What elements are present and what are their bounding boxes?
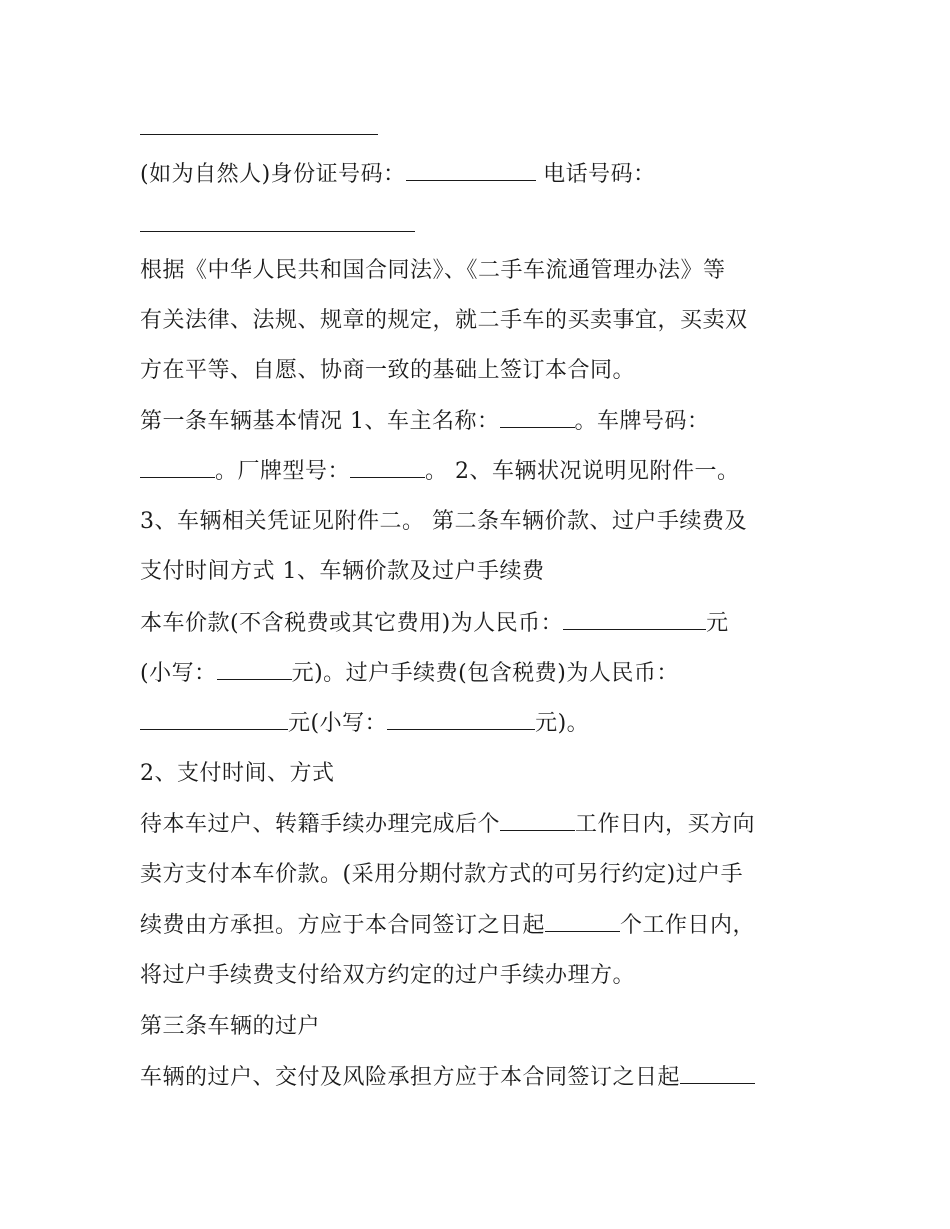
- text-line: [140, 759, 335, 789]
- transfer-days-blank: [680, 1063, 755, 1084]
- price-blank: [563, 609, 706, 630]
- paragraph-text: 支付时间方式 1、车辆价款及过户手续费: [140, 559, 545, 584]
- section-heading: 第三条车辆的过户: [140, 1014, 321, 1039]
- transfer-fee-blank: [140, 709, 288, 730]
- text-line: [140, 961, 635, 991]
- fill-in-line: [140, 134, 378, 135]
- text-line: [140, 306, 748, 336]
- paragraph-text: 3、车辆相关凭证见附件二。 第二条车辆价款、过户手续费及: [140, 509, 747, 534]
- transfer-label: 车辆的过户、交付及风险承担方应于本合同签订之日起: [140, 1065, 681, 1090]
- paragraph-text: 个工作日内，: [620, 913, 756, 938]
- text-line: [140, 356, 635, 386]
- fee-days-blank: [545, 911, 620, 932]
- text-line: [140, 810, 755, 840]
- text-line: [140, 659, 679, 689]
- transfer-fee-label: 元)。过户手续费(包含税费)为人民币：: [291, 661, 679, 686]
- text-line: [140, 1063, 755, 1093]
- fee-days-label: 续费由方承担。方应于本合同签订之日起: [140, 913, 546, 938]
- paragraph-text: 方在平等、自愿、协商一致的基础上签订本合同。: [140, 358, 636, 383]
- brand-model-label: 。厂牌型号：: [215, 459, 351, 484]
- price-lowercase-blank: [217, 659, 292, 680]
- transfer-fee-lowercase-blank: [387, 709, 535, 730]
- brand-model-blank: [350, 457, 425, 478]
- paragraph-text: 根据《中华人民共和国合同法》、《二手车流通管理办法》等: [140, 258, 726, 283]
- owner-name-blank: [500, 407, 575, 428]
- text-line: [140, 609, 729, 639]
- plate-number-label: 。车牌号码：: [574, 409, 710, 434]
- text-line: [140, 457, 740, 487]
- text-line: [140, 160, 656, 190]
- text-line: [140, 557, 545, 587]
- price-lowercase-label: (小写：: [140, 661, 217, 686]
- phone-label: 电话号码：: [543, 162, 656, 187]
- paragraph-text: 卖方支付本车价款。(采用分期付款方式的可另行约定)过户手: [140, 862, 744, 887]
- owner-name-label: 第一条车辆基本情况 1、车主名称：: [140, 409, 500, 434]
- payment-days-blank: [500, 810, 575, 831]
- text-line: [140, 709, 589, 739]
- section-heading: 2、支付时间、方式: [140, 761, 335, 786]
- payment-days-label: 待本车过户、转籍手续办理完成后个: [140, 812, 501, 837]
- vehicle-condition-text: 。 2、车辆状况说明见附件一。: [425, 459, 740, 484]
- paragraph-text: 工作日内，买方向: [575, 812, 756, 837]
- text-line: [140, 407, 710, 437]
- plate-number-blank: [140, 457, 215, 478]
- phone-blank: [140, 231, 415, 232]
- paragraph-text: 有关法律、法规、规章的规定，就二手车的买卖事宜，买卖双: [140, 308, 748, 333]
- text-line: [140, 1012, 320, 1042]
- id-number-label: (如为自然人)身份证号码：: [140, 162, 406, 187]
- text-line: [140, 507, 747, 537]
- text-line: [140, 256, 726, 286]
- price-unit: 元: [706, 611, 729, 636]
- paragraph-text: 将过户手续费支付给双方约定的过户手续办理方。: [140, 963, 636, 988]
- price-label: 本车价款(不含税费或其它费用)为人民币：: [140, 611, 564, 636]
- text-line: [140, 911, 755, 941]
- text-line: [140, 860, 743, 890]
- id-number-blank: [406, 160, 536, 181]
- transfer-fee-unit: 元)。: [535, 711, 590, 736]
- transfer-fee-lowercase-label: 元(小写：: [288, 711, 388, 736]
